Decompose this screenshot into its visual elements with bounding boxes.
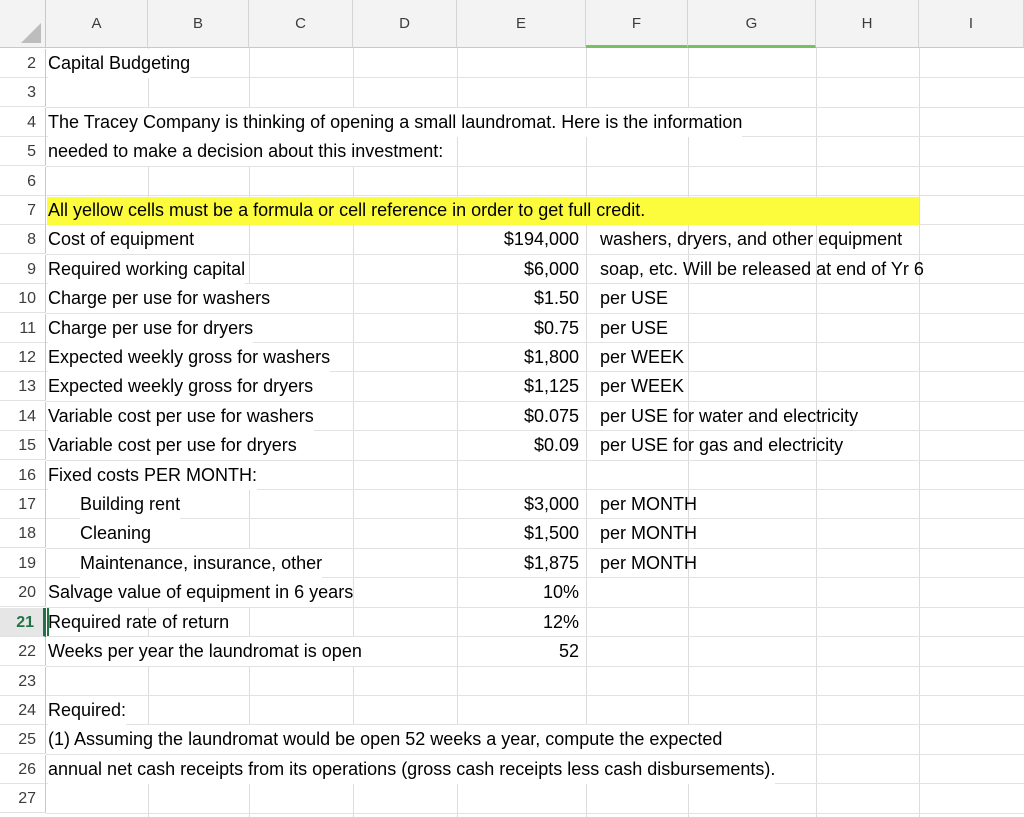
cell-value-weekly-gross-dryers[interactable]: $1,125 [523, 376, 579, 396]
cell-value-working-capital[interactable]: $6,000 [523, 259, 579, 279]
cell-label-charge-dryers[interactable]: Charge per use for dryers [48, 314, 253, 343]
row-header-12[interactable]: 12 [0, 343, 46, 372]
column-header-h[interactable]: H [816, 0, 919, 48]
cell-note-charge-washers[interactable]: per USE [600, 288, 669, 308]
row-header-9[interactable]: 9 [0, 255, 46, 284]
column-header-d[interactable]: D [353, 0, 457, 48]
row-header-13[interactable]: 13 [0, 372, 46, 401]
cell-label-variable-cost-dryers[interactable]: Variable cost per use for dryers [48, 431, 297, 460]
cell-note-variable-cost-washers[interactable]: per USE for water and electricity [600, 406, 859, 426]
cell-note-weekly-gross-dryers[interactable]: per WEEK [600, 376, 685, 396]
cell-note-building-rent[interactable]: per MONTH [600, 494, 698, 514]
cell-label-cleaning[interactable]: Cleaning [80, 519, 151, 548]
cell-value-variable-cost-washers[interactable]: $0.075 [523, 406, 579, 426]
cell-label-maintenance[interactable]: Maintenance, insurance, other [80, 549, 322, 578]
cell-value-variable-cost-dryers[interactable]: $0.09 [533, 435, 579, 455]
row-header-27[interactable]: 27 [0, 784, 46, 813]
cell-note-variable-cost-dryers[interactable]: per USE for gas and electricity [600, 435, 844, 455]
gridline [46, 695, 1024, 696]
cell-note-charge-dryers[interactable]: per USE [600, 318, 669, 338]
column-header-b[interactable]: B [148, 0, 249, 48]
select-all-triangle-icon [21, 23, 41, 43]
cell-label-salvage-value[interactable]: Salvage value of equipment in 6 years [48, 578, 353, 607]
gridline [586, 48, 587, 817]
column-header-f[interactable]: F [586, 0, 688, 48]
column-header-g[interactable]: G [688, 0, 816, 48]
cell-value-salvage-value[interactable]: 10% [542, 582, 579, 602]
cell-note-cost-of-equipment[interactable]: washers, dryers, and other equipment [600, 229, 903, 249]
row-header-8[interactable]: 8 [0, 225, 46, 254]
row-header-16[interactable]: 16 [0, 461, 46, 490]
cell-intro-line-1[interactable]: The Tracey Company is thinking of opening a small laundromat. Here is the information [48, 108, 742, 137]
row-header-7[interactable]: 7 [0, 196, 46, 225]
cell-label-variable-cost-washers[interactable]: Variable cost per use for washers [48, 402, 314, 431]
cell-title[interactable]: Capital Budgeting [48, 49, 190, 78]
cell-note-maintenance[interactable]: per MONTH [600, 553, 698, 573]
row-header-17[interactable]: 17 [0, 490, 46, 519]
cell-intro-line-2[interactable]: needed to make a decision about this investment: [48, 137, 443, 166]
row-header-20[interactable]: 20 [0, 578, 46, 607]
row-header-11[interactable]: 11 [0, 314, 46, 343]
cell-required-heading[interactable]: Required: [48, 696, 126, 725]
cell-note-working-capital[interactable]: soap, etc. Will be released at end of Yr 6 [600, 259, 924, 279]
row-header-14[interactable]: 14 [0, 402, 46, 431]
cell-label-weekly-gross-washers[interactable]: Expected weekly gross for washers [48, 343, 330, 372]
cell-value-maintenance[interactable]: $1,875 [523, 553, 579, 573]
gridline [46, 813, 1024, 814]
cell-value-cleaning[interactable]: $1,500 [523, 523, 579, 543]
cell-label-fixed-costs[interactable]: Fixed costs PER MONTH: [48, 461, 257, 490]
row-header-25[interactable]: 25 [0, 725, 46, 754]
row-header-26[interactable]: 26 [0, 755, 46, 784]
row-header-6[interactable]: 6 [0, 167, 46, 196]
cell-label-weeks-open[interactable]: Weeks per year the laundromat is open [48, 637, 362, 666]
gridline [457, 48, 458, 817]
cell-value-weekly-gross-washers[interactable]: $1,800 [523, 347, 579, 367]
cell-value-cost-of-equipment[interactable]: $194,000 [503, 229, 579, 249]
cell-note-weekly-gross-washers[interactable]: per WEEK [600, 347, 685, 367]
cell-value-charge-washers[interactable]: $1.50 [533, 288, 579, 308]
column-header-i[interactable]: I [919, 0, 1024, 48]
row-header-15[interactable]: 15 [0, 431, 46, 460]
cell-value-building-rent[interactable]: $3,000 [523, 494, 579, 514]
row-header-23[interactable]: 23 [0, 667, 46, 696]
cell-yellow-instruction[interactable]: All yellow cells must be a formula or cell reference in order to get full credit. [48, 200, 646, 220]
cell-label-weekly-gross-dryers[interactable]: Expected weekly gross for dryers [48, 372, 313, 401]
row-header-22[interactable]: 22 [0, 637, 46, 666]
cell-label-cost-of-equipment[interactable]: Cost of equipment [48, 225, 194, 254]
cell-value-weeks-open[interactable]: 52 [558, 641, 579, 661]
gridline [46, 77, 1024, 78]
cell-label-charge-washers[interactable]: Charge per use for washers [48, 284, 270, 313]
row-header-3[interactable]: 3 [0, 78, 46, 107]
cell-value-required-rate[interactable]: 12% [542, 612, 579, 632]
cell-label-required-rate[interactable]: Required rate of return [48, 612, 230, 632]
cell-value-charge-dryers[interactable]: $0.75 [533, 318, 579, 338]
column-header-e[interactable]: E [457, 0, 586, 48]
row-header-10[interactable]: 10 [0, 284, 46, 313]
cell-question-line-2[interactable]: annual net cash receipts from its operations (gross cash receipts less cash disbursements). [48, 755, 775, 784]
row-header-19[interactable]: 19 [0, 549, 46, 578]
select-all-corner[interactable] [0, 0, 46, 48]
cell-note-cleaning[interactable]: per MONTH [600, 523, 698, 543]
row-header-24[interactable]: 24 [0, 696, 46, 725]
row-header-21[interactable]: 21 [0, 608, 46, 637]
row-header-4[interactable]: 4 [0, 108, 46, 137]
cell-label-working-capital[interactable]: Required working capital [48, 255, 245, 284]
row-header-2[interactable]: 2 [0, 49, 46, 78]
column-header-a[interactable]: A [46, 0, 148, 48]
row-header-18[interactable]: 18 [0, 519, 46, 548]
column-header-c[interactable]: C [249, 0, 353, 48]
cell-label-building-rent[interactable]: Building rent [80, 490, 180, 519]
row-header-5[interactable]: 5 [0, 137, 46, 166]
cell-question-line-1[interactable]: (1) Assuming the laundromat would be open 52 weeks a year, compute the expected [48, 725, 722, 754]
gridline [919, 48, 920, 817]
